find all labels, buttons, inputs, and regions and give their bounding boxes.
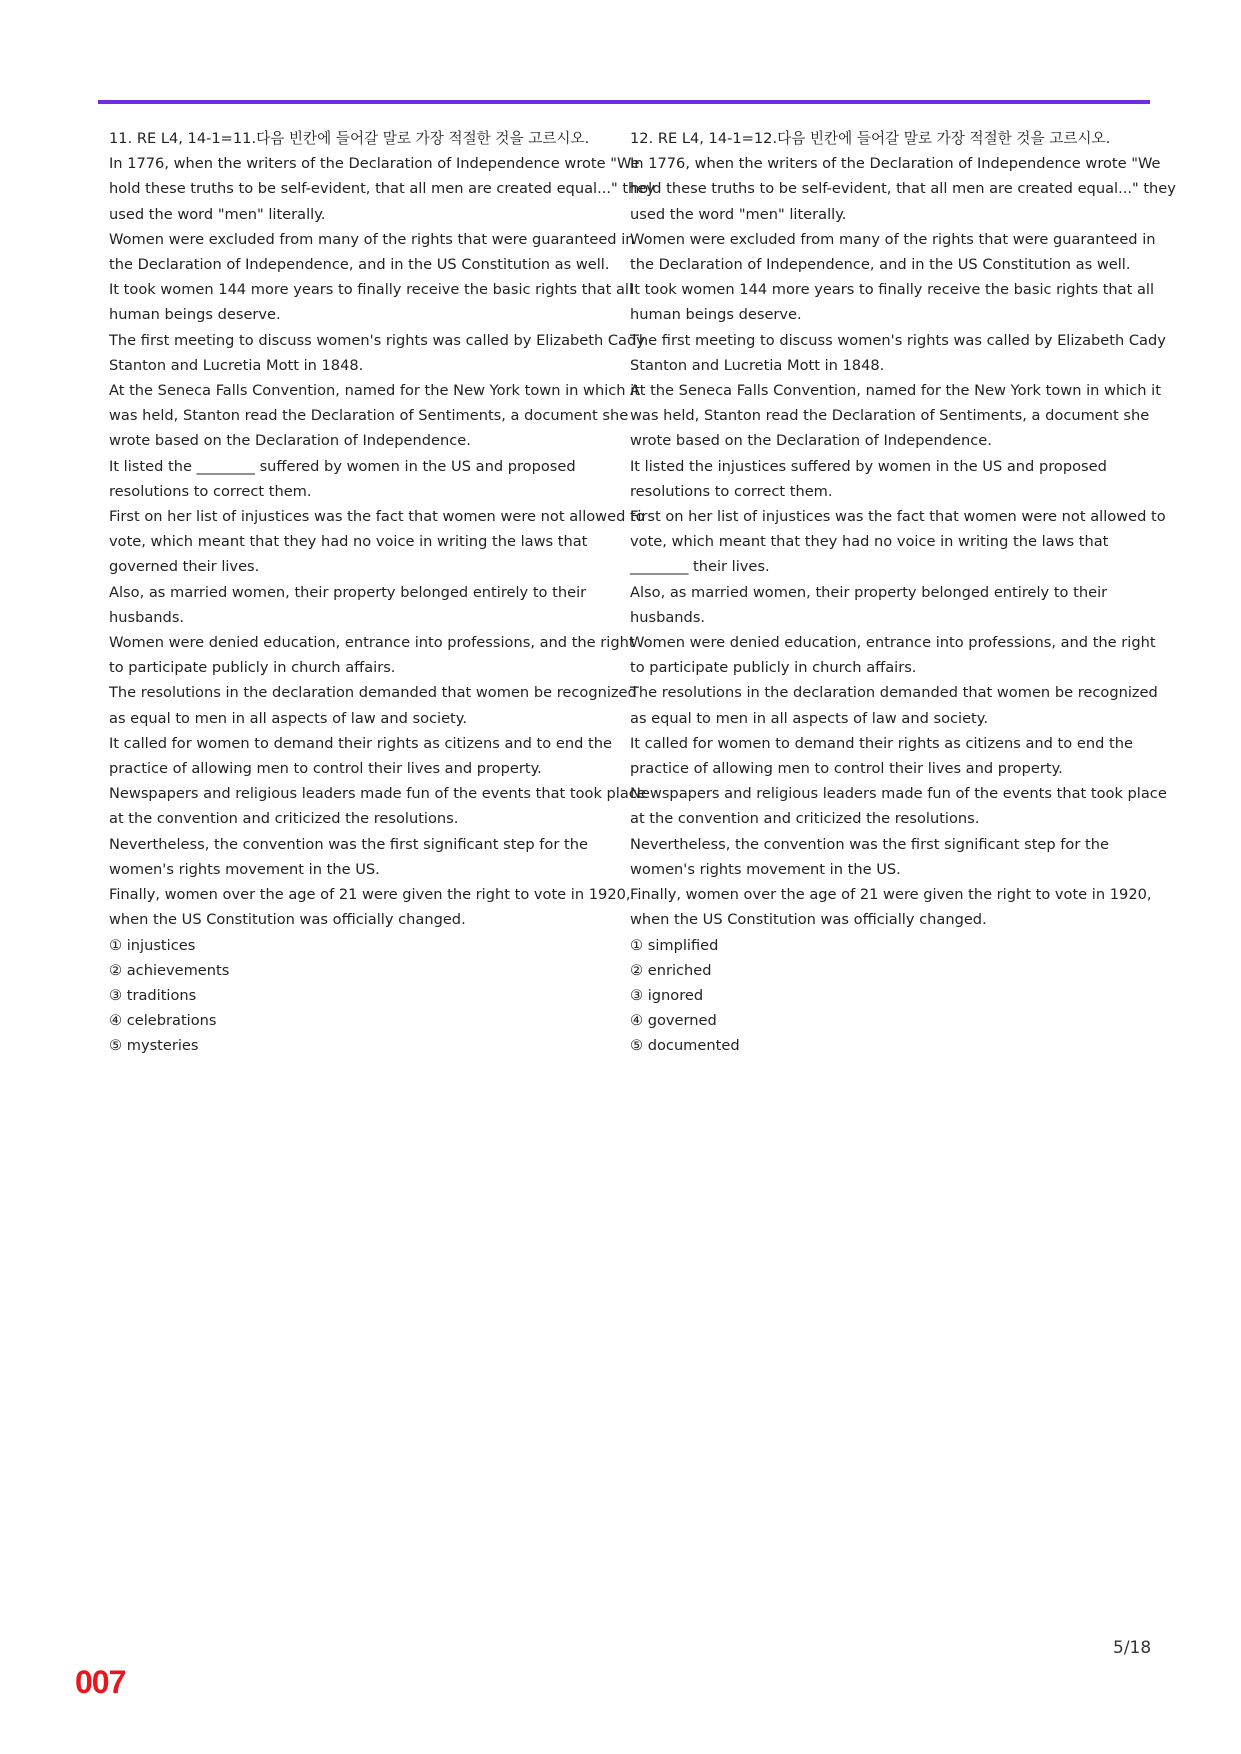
q12-line: was held, Stanton read the Declaration of Sentiments, a document she xyxy=(630,407,1150,425)
q12-line: Newspapers and religious leaders made fun of the events that took place xyxy=(630,785,1167,803)
q12-line: It called for women to demand their rights as citizens and to end the xyxy=(630,734,1133,752)
q11-line: It called for women to demand their rights as citizens and to end the xyxy=(109,734,612,752)
q11-line: governed their lives. xyxy=(109,558,260,576)
q11-line: At the Seneca Falls Convention, named for the New York town in which it xyxy=(109,382,640,400)
q12-line: ________ their lives. xyxy=(630,558,770,576)
q11-line: The first meeting to discuss women's rights was called by Elizabeth Cady xyxy=(109,331,645,349)
q11-line: ② achievements xyxy=(109,961,230,979)
q11-line: Finally, women over the age of 21 were given the right to vote in 1920, xyxy=(109,886,631,904)
q11-line: used the word "men" literally. xyxy=(109,205,326,223)
q11-line: vote, which meant that they had no voice in writing the laws that xyxy=(109,533,588,551)
q12-line: 12. RE L4, 14-1=12.다음 빈칸에 들어갈 말로 가장 적절한 것을 고르시오. xyxy=(630,130,1111,147)
q12-line: In 1776, when the writers of the Declaration of Independence wrote "We xyxy=(630,155,1161,173)
top-divider xyxy=(98,100,1150,104)
q11-line: Newspapers and religious leaders made fun of the events that took place xyxy=(109,785,646,803)
q12-line: resolutions to correct them. xyxy=(630,482,833,500)
q11-line: resolutions to correct them. xyxy=(109,482,312,500)
q11-line: human beings deserve. xyxy=(109,306,281,324)
q12-line: ③ ignored xyxy=(630,986,704,1004)
page-number: 5/18 xyxy=(1113,1638,1152,1658)
q12-line: ⑤ documented xyxy=(630,1037,740,1055)
q11-line: ④ celebrations xyxy=(109,1012,217,1030)
q12-line: Stanton and Lucretia Mott in 1848. xyxy=(630,356,885,374)
q11-line: women's rights movement in the US. xyxy=(109,860,380,878)
q11-line: hold these truths to be self-evident, that all men are created equal..." they xyxy=(109,180,655,198)
q11-line: as equal to men in all aspects of law and society. xyxy=(109,709,467,727)
q11-line: Women were excluded from many of the rights that were guaranteed in xyxy=(109,230,635,248)
q11-line: Also, as married women, their property belonged entirely to their xyxy=(109,583,587,601)
q12-line: Women were excluded from many of the rights that were guaranteed in xyxy=(630,230,1156,248)
q12-line: Finally, women over the age of 21 were given the right to vote in 1920, xyxy=(630,886,1152,904)
q12-line: as equal to men in all aspects of law and society. xyxy=(630,709,988,727)
q12-line: Nevertheless, the convention was the first significant step for the xyxy=(630,835,1109,853)
q11-line: ⑤ mysteries xyxy=(109,1037,199,1055)
q11-line: the Declaration of Independence, and in the US Constitution as well. xyxy=(109,256,610,274)
q11-line: Women were denied education, entrance into professions, and the right xyxy=(109,634,635,652)
q12-line: ④ governed xyxy=(630,1012,717,1030)
q11-line: ③ traditions xyxy=(109,986,197,1004)
q11-line: ① injustices xyxy=(109,936,196,954)
q12-line: wrote based on the Declaration of Independence. xyxy=(630,432,992,450)
q11-line: First on her list of injustices was the fact that women were not allowed to xyxy=(109,508,645,526)
q12-line: husbands. xyxy=(630,608,706,626)
q12-line: used the word "men" literally. xyxy=(630,205,847,223)
q11-line: husbands. xyxy=(109,608,185,626)
question-11-column xyxy=(109,126,655,1059)
q12-line: the Declaration of Independence, and in the US Constitution as well. xyxy=(630,256,1131,274)
q11-line: to participate publicly in church affairs. xyxy=(109,659,396,677)
publisher-logo: 007 xyxy=(75,1664,126,1700)
q12-line: Women were denied education, entrance into professions, and the right xyxy=(630,634,1156,652)
q11-line: at the convention and criticized the resolutions. xyxy=(109,810,459,828)
q11-line: It listed the ________ suffered by women in the US and proposed xyxy=(109,457,576,475)
q12-line: women's rights movement in the US. xyxy=(630,860,901,878)
q12-line: ① simplified xyxy=(630,936,719,954)
q12-line: to participate publicly in church affairs. xyxy=(630,659,917,677)
q12-line: At the Seneca Falls Convention, named for the New York town in which it xyxy=(630,382,1161,400)
question-12-column xyxy=(630,126,1176,1059)
q11-line: It took women 144 more years to finally receive the basic rights that all xyxy=(109,281,634,299)
q12-line: The resolutions in the declaration demanded that women be recognized xyxy=(630,684,1158,702)
q11-line: wrote based on the Declaration of Independence. xyxy=(109,432,471,450)
q12-line: practice of allowing men to control their lives and property. xyxy=(630,760,1063,778)
q11-line: when the US Constitution was officially changed. xyxy=(109,911,466,929)
q11-line: Stanton and Lucretia Mott in 1848. xyxy=(109,356,364,374)
q12-line: Also, as married women, their property belonged entirely to their xyxy=(630,583,1108,601)
q11-line: The resolutions in the declaration demanded that women be recognized xyxy=(109,684,637,702)
q12-line: ② enriched xyxy=(630,961,712,979)
q12-line: First on her list of injustices was the fact that women were not allowed to xyxy=(630,508,1166,526)
q11-line: was held, Stanton read the Declaration of Sentiments, a document she xyxy=(109,407,629,425)
q11-line: In 1776, when the writers of the Declaration of Independence wrote "We xyxy=(109,155,640,173)
q12-line: It took women 144 more years to finally receive the basic rights that all xyxy=(630,281,1155,299)
q12-line: human beings deserve. xyxy=(630,306,802,324)
q12-line: The first meeting to discuss women's rights was called by Elizabeth Cady xyxy=(630,331,1166,349)
q11-line: 11. RE L4, 14-1=11.다음 빈칸에 들어갈 말로 가장 적절한 것을 고르시오. xyxy=(109,130,590,147)
q11-line: Nevertheless, the convention was the first significant step for the xyxy=(109,835,588,853)
q12-line: at the convention and criticized the resolutions. xyxy=(630,810,980,828)
q12-line: It listed the injustices suffered by women in the US and proposed xyxy=(630,457,1107,475)
q12-line: vote, which meant that they had no voice in writing the laws that xyxy=(630,533,1109,551)
q12-line: when the US Constitution was officially changed. xyxy=(630,911,987,929)
q12-line: hold these truths to be self-evident, that all men are created equal..." they xyxy=(630,180,1176,198)
q11-line: practice of allowing men to control their lives and property. xyxy=(109,760,542,778)
